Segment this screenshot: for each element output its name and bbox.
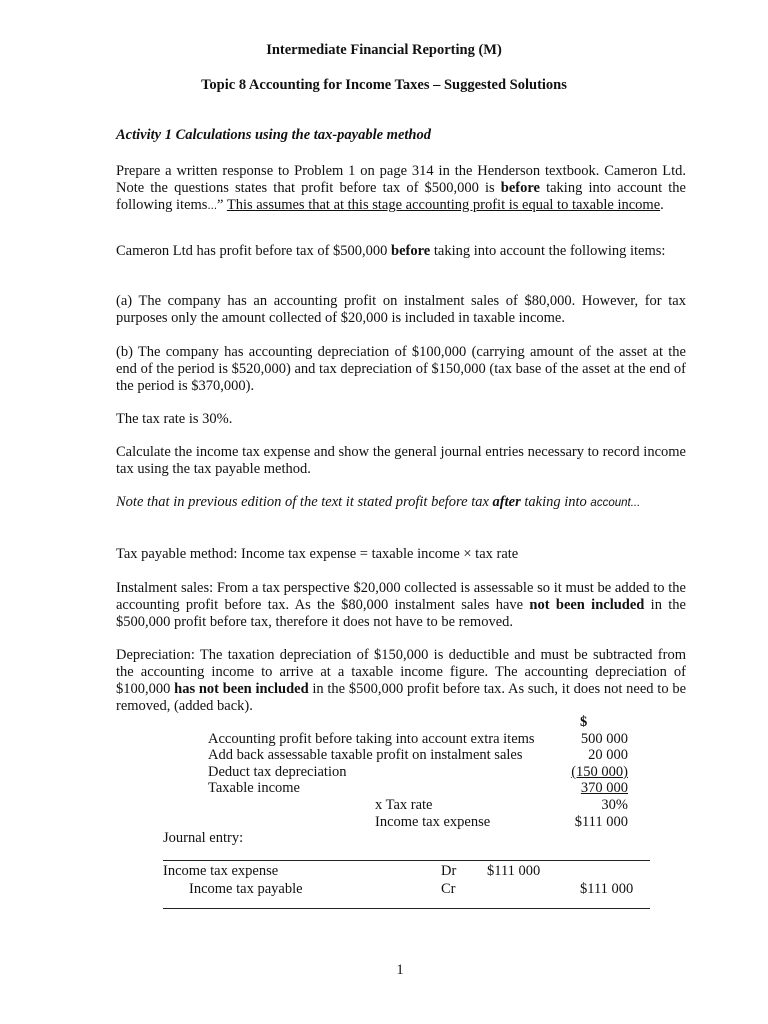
paragraph-depreciation: Depreciation: The taxation depreciation of $150,000 is deductible and must be subtracted from the accounting income to arrive at a taxable income figure. The accounting depreciation of $100,000 has not been included in the $500,000 profit before tax. As such, it does not need to be removed, (added back). (116, 647, 686, 714)
calc-value-tax-rate: 30% (601, 797, 628, 813)
journal-top-rule (163, 860, 650, 861)
currency-header: $ (580, 714, 588, 730)
journal-credit-amount: $111 000 (580, 881, 634, 897)
activity-heading: Activity 1 Calculations using the tax-payable method (116, 127, 431, 143)
journal-account-payable: Income tax payable (189, 881, 303, 897)
paragraph-item-a: (a) The company has an accounting profit on instalment sales of $80,000. However, for tax purposes only the amount collected of $20,000 is included in taxable income. (116, 293, 686, 326)
calc-value-tax-depreciation: (150 000) (571, 764, 628, 780)
paragraph-intro: Prepare a written response to Problem 1 on page 314 in the Henderson textbook. Cameron Ltd. Note the questions states that profit before tax of $500,000 is before taking into account the following items...” This assumes that at this stage accounting profit is equal to taxable income. (116, 163, 686, 213)
journal-heading: Journal entry: (163, 830, 244, 846)
calc-value-accounting-profit: 500 000 (580, 731, 628, 747)
calc-label-tax-rate: x Tax rate (375, 797, 433, 813)
document-subtitle: Topic 8 Accounting for Income Taxes – Suggested Solutions (201, 77, 567, 93)
calc-label-taxable-income: Taxable income (208, 780, 300, 796)
paragraph-task: Calculate the income tax expense and show the general journal entries necessary to record income tax using the tax payable method. (116, 444, 686, 477)
journal-debit-amount: $111 000 (487, 863, 541, 879)
paragraph-method: Tax payable method: Income tax expense = taxable income × tax rate (116, 546, 519, 562)
calc-value-instalment: 20 000 (588, 747, 628, 763)
paragraph-note: Note that in previous edition of the text it stated profit before tax after taking into account... (116, 494, 641, 510)
journal-side-cr: Cr (441, 881, 456, 897)
paragraph-instalment: Instalment sales: From a tax perspective $20,000 collected is assessable so it must be added to the accounting profit before tax. As the $80,000 instalment sales have not been included in the $500,000 profit before tax, therefore it does not have to be removed. (116, 580, 686, 630)
journal-account-expense: Income tax expense (163, 863, 279, 879)
paragraph-item-b: (b) The company has accounting depreciation of $100,000 (carrying amount of the asset at the end of the period is $520,000) and tax depreciation of $150,000 (tax base of the asset at the end of the period is $370,000). (116, 344, 686, 394)
document-title: Intermediate Financial Reporting (M) (266, 42, 502, 58)
calc-value-income-tax-expense: $111 000 (574, 814, 628, 830)
paragraph-tax-rate: The tax rate is 30%. (116, 411, 233, 427)
calc-label-instalment: Add back assessable taxable profit on instalment sales (208, 747, 523, 763)
page-number: 1 (396, 962, 404, 978)
calc-label-income-tax-expense: Income tax expense (375, 814, 491, 830)
calc-label-tax-depreciation: Deduct tax depreciation (208, 764, 347, 780)
paragraph-profit: Cameron Ltd has profit before tax of $500,000 before taking into account the following items: (116, 243, 666, 259)
journal-bottom-rule (163, 908, 650, 909)
journal-side-dr: Dr (441, 863, 457, 879)
calc-value-taxable-income: 370 000 (580, 780, 628, 796)
calc-label-accounting-profit: Accounting profit before taking into account extra items (208, 731, 535, 747)
